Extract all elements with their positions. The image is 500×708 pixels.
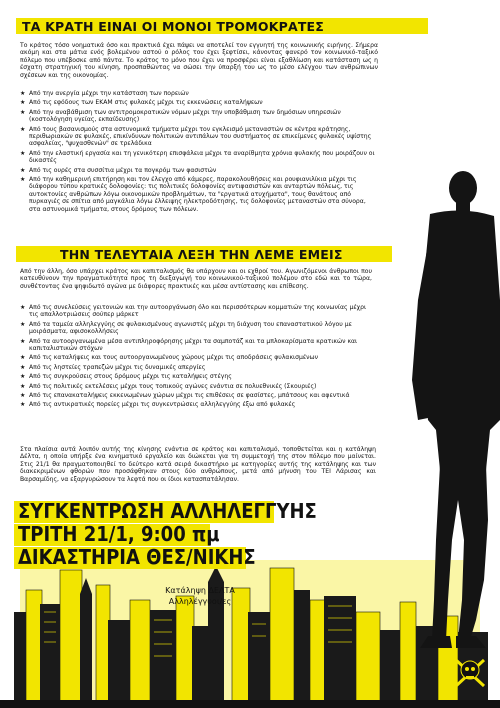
city-skyline [0,560,500,708]
star-bullet-icon: ★ [20,99,26,107]
list-item: ★ Από τις επανακαταλήψεις εκκενωμένων χώρων μέχρι τις επιθέσεις σε φασίστες, μπάτσους και αφεντικά [20,392,350,400]
list-item: ★ Από τις καταλήψεις και τους αυτοοργανωμένους χώρους μέχρι τις αποδράσεις φυλακισμένων [20,354,319,362]
list-item: ★ Από τις αντικρατικές πορείες μέχρι τις συγκεντρώσεις αλληλεγγύης έξω από φυλακές [20,401,296,409]
intro-paragraph: Το κράτος τόσο νοηματικά όσο και πρακτικά έχει πάψει να αποτελεί τον εγγυητή της κοινωνικής ειρήνης. Σήμερα ακόμη και στα μάτια ενός βολεμένου αστού ο ρόλος του έχει ξεφτίσει, κάνοντας φανερό τον κοινωνικό-ταξικό πόλεμο που υπέβοσκε από πάντα. Το κράτος το μόνο που έχει να προσφέρει είναι εξαθλίωση και κατάσταση ως η έσχατη στρατηγική του κίνηση, προσπαθώντας να σώσει την ύπαρξή του ως το μέσο ελέγχου των ανθρώπινων σχέσεων και της οικονομίας. [20,42,378,79]
star-bullet-icon: ★ [20,125,26,133]
list-item: ★ Από τις συγκρούσεις στους δρόμους μέχρι τις καταλήψεις στέγης [20,373,232,381]
list-item: ★ Από την ελαστική εργασία και τη γενικότερη επισφάλεια μέχρι τα αναρίθμητα χρόνια φυλακής που μοιράζουν οι δικαστές [20,149,375,165]
star-bullet-icon: ★ [20,392,26,400]
resistance-list [20,304,372,411]
star-bullet-icon: ★ [20,149,26,157]
star-bullet-icon: ★ [20,320,26,328]
star-bullet-icon: ★ [20,304,26,311]
star-bullet-icon: ★ [20,373,26,381]
list-item: ★ Από την καθημερινή επιτήρηση και τον έλεγχο από κάμερες, παρακολουθήσεις και ρουφιανιλίκια μέχρι τις διάφορου τύπου κρατικές δολοφονίες: τις πολιτικές δολοφονίες αντιφασιστών και ανταρτών πόλεως, τις αυτοκτονίες ανθρώπων λόγω οικονομικών προβλημάτων, τα "εργατικά ατυχήματα", τους θανάτους από πυρκαγιές σε σπίτια από μαγκάλια λόγω έλλειψης ηλεκτροδότησης, τις δολοφονίες μεταναστών στα σύνορα, στα αστυνομικά τμήματα, στους δρόμους των πόλεων. [20,176,366,213]
intro2-paragraph: Από την άλλη, όσο υπάρχει κράτος και καπιταλισμός θα υπάρχουν και οι εχθροί του. Αγωνιζόμενοι άνθρωποι που κατευθύνουν την πραγματικότητα προς τη διεξαγωγή του κοινωνικού-ταξικού πολέμου στο εδώ και το τώρα, συνθέτοντας ένα ψηφιδωτό αγώνα με διάφορες πρακτικές και μέσα αντίστασης και επίθεσης. [20,268,372,290]
star-bullet-icon: ★ [20,108,26,116]
list-item: ★ Από τα αυτοοργανωμένα μέσα αντιπληροφόρησης μέχρι τα σαμποτάζ και τα μπλοκαρίσματα κρατικών και καπιταλιστικών στόχων [20,337,358,353]
grievances-list [20,90,378,215]
signature-line-2: Αλληλέγγυοι/ες [168,597,232,606]
list-item: ★ Από την ανεργία μέχρι την κατάσταση των πορειών [20,90,189,97]
star-bullet-icon: ★ [20,176,26,184]
star-bullet-icon: ★ [20,337,26,345]
rally-location: ΔΙΚΑΣΤΗΡΙΑ ΘΕΣ/ΝΙΚΗΣ [18,545,256,569]
list-item: ★ Από τους βασανισμούς στα αστυνομικά τμήματα μέχρι τον εγκλεισμό μεταναστών σε κέντρα κράτησης, περιθωριακών σε φυλακές, επικίνδυνων πολιτικών αντιπάλων του συστήματος σε επικείμενες φυλακές υψίστης ασφαλείας, "ψυχασθενών" σε τρελάδικα [20,125,372,148]
list-item: ★ Από τις ουρές στα συσσίτια μέχρι τα πογκρόμ των φασιστών [20,166,217,174]
star-bullet-icon: ★ [20,401,26,409]
page-title: ΤΑ ΚΡΑΤΗ ΕΙΝΑΙ ΟΙ ΜΟΝΟΙ ΤΡΟΜΟΚΡΑΤΕΣ [22,19,325,34]
list-item: ★ Από τα ταμεία αλληλεγγύης σε φυλακισμένους αγωνιστές μέχρι τη διάχυση του επαναστατικού λόγου με μοιράσματα, αφισοκολλήσεις [20,320,352,336]
star-bullet-icon: ★ [20,166,26,174]
signature-line-1: Κατάληψη ΔΕΛΤΑ [165,586,235,595]
star-bullet-icon: ★ [20,363,26,371]
rally-title: ΣΥΓΚΕΝΤΡΩΣΗ ΑΛΛΗΛΕΓΓΥΗΣ [18,499,317,523]
star-bullet-icon: ★ [20,354,26,362]
rally-datetime: ΤΡΙΤΗ 21/1, 9:00 πμ [18,522,220,546]
list-item: ★ Από τις πολιτικές εκτελέσεις μέχρι τους τοπικούς αγώνες ενάντια σε πολυεθνικές (Σκουριές) [20,382,317,390]
signature [150,585,250,607]
star-bullet-icon: ★ [20,90,26,97]
list-item: ★ Από τις ληστείες τραπεζών μέχρι τις δυναμικές απεργίες [20,363,206,371]
star-bullet-icon: ★ [20,382,26,390]
section2-title: ΤΗΝ ΤΕΛΕΥΤΑΙΑ ΛΕΞΗ ΤΗΝ ΛΕΜΕ ΕΜΕΙΣ [60,247,343,262]
list-item: ★ Από την αναβάθμιση των αντιτρομοκρατικών νόμων μέχρι την υποβάθμιση των δημόσιων υπηρεσιών (κοστολόγηση υγείας, εκπαίδευσης) [20,108,341,124]
closing-paragraph: Στα πλαίσια αυτά λοιπόν αυτής της κίνησης ενάντια σε κράτος και καπιταλισμό, τοποθετείται και η κατάληψη Δέλτα, η οποία υπήρξε ένα κινηματικό εργαλείο και διώκεται για τη συμμετοχή της στον πόλεμο που μαίνεται. Στις 21/1 θα πραγματοποιηθεί το δεύτερο κατά σειρά δικαστήριο με κατηγορίες αυτής της κατάληψης και των διακεκριμένων φθορών που προσάφθηκαν στους δύο ανθρώπους, μετά από μήνυση του ΤΕΙ Λάρισας και Βαρσαμίδης, να εξαργυρώσουν τα λεφτά που οι ίδιοι κατασπατάλησαν. [20,446,376,483]
list-item: ★ Από τις συνελεύσεις γειτονιών και την αυτοοργάνωση όλο και περισσότερων κομματιών της κοινωνίας μέχρι τις απαλλοτριώσεις σούπερ μάρκετ [20,304,367,319]
list-item: ★ Από τις εφόδους των ΕΚΑΜ στις φυλακές μέχρι τις εκκενώσεις καταλήψεων [20,99,263,107]
